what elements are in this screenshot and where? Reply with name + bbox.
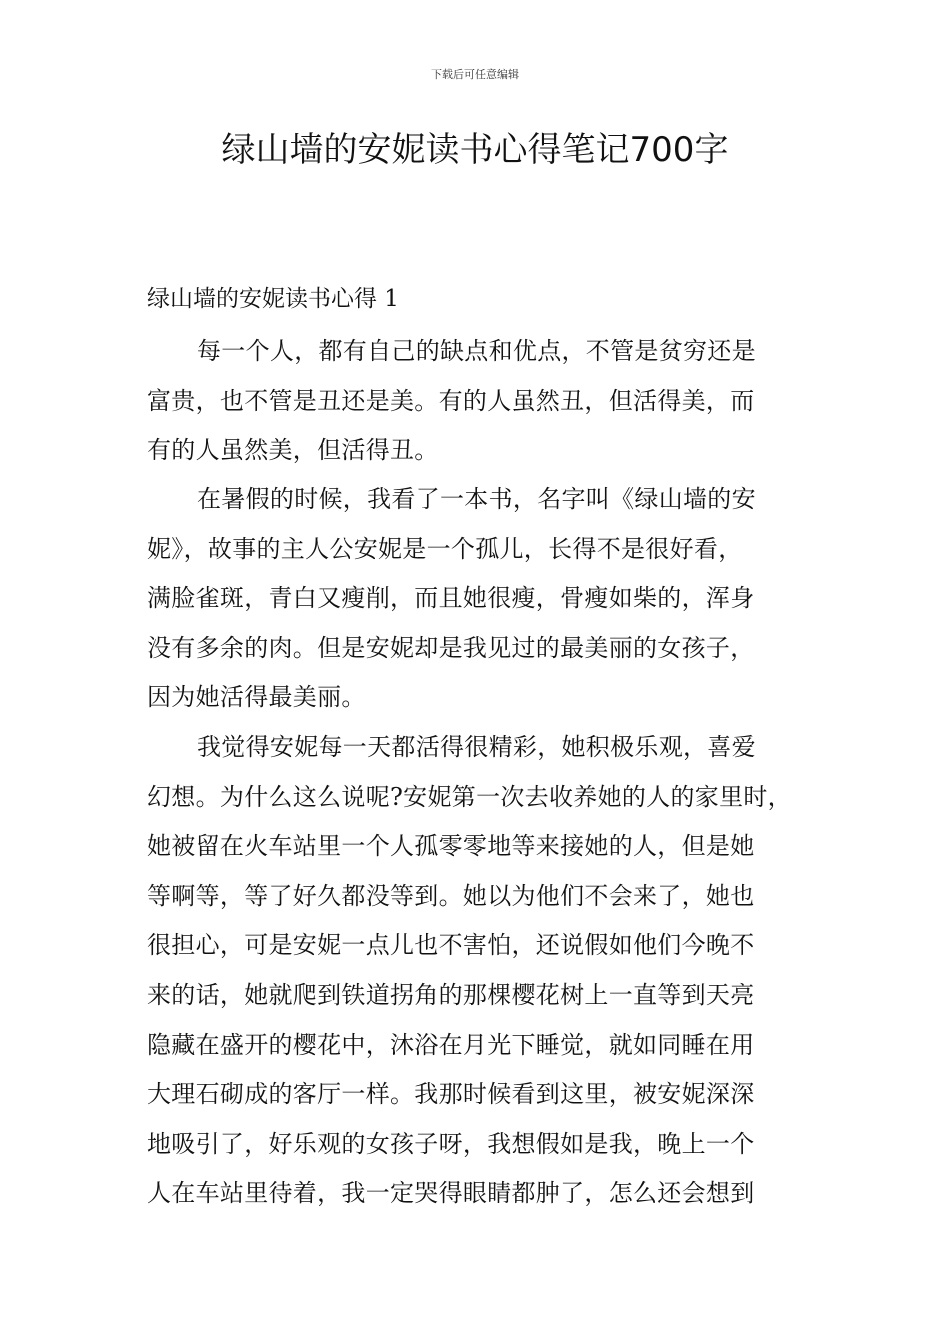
paragraph-line: 妮》，故事的主人公安妮是一个孤儿，长得不是很好看，: [147, 534, 743, 563]
paragraph-line: 没有多余的肉。但是安妮却是我见过的最美丽的女孩子，: [147, 633, 755, 662]
paragraph-line: 我觉得安妮每一天都活得很精彩，她积极乐观，喜爱: [197, 733, 756, 761]
paragraph-line: 人在车站里待着，我一定哭得眼睛都肿了，怎么还会想到: [147, 1179, 755, 1208]
paragraph-line: 幻想。为什么这么说呢?安妮第一次去收养她的人的家里时，: [147, 782, 792, 811]
paragraph-line: 等啊等，等了好久都没等到。她以为他们不会来了，她也: [147, 881, 755, 910]
paragraph-line: 隐藏在盛开的樱花中，沐浴在月光下睡觉，就如同睡在用: [147, 1030, 755, 1059]
paragraph-1: [147, 327, 811, 476]
header-note: 下载后可任意编辑: [431, 68, 519, 81]
paragraph-line: 满脸雀斑，青白又瘦削，而且她很瘦，骨瘦如柴的，浑身: [147, 584, 755, 613]
paragraph-line: 每一个人，都有自己的缺点和优点，不管是贫穷还是: [197, 337, 756, 365]
paragraph-2: [147, 475, 811, 723]
paragraph-line: 在暑假的时候，我看了一本书，名字叫《绿山墙的安: [197, 485, 756, 513]
paragraph-line: 她被留在火车站里一个人孤零零地等来接她的人，但是她: [147, 832, 755, 861]
paragraph-line: 来的话，她就爬到铁道拐角的那棵樱花树上一直等到天亮: [147, 980, 755, 1009]
section-heading: 绿山墙的安妮读书心得 1: [147, 286, 399, 312]
paragraph-line: 富贵，也不管是丑还是美。有的人虽然丑，但活得美，而: [147, 386, 755, 415]
paragraph-line: 因为她活得最美丽。: [147, 683, 366, 712]
paragraph-line: 很担心，可是安妮一点儿也不害怕，还说假如他们今晚不: [147, 931, 755, 960]
paragraph-3: [147, 723, 811, 1219]
document-title: 绿山墙的安妮读书心得笔记700字: [221, 130, 729, 170]
paragraph-line: 地吸引了，好乐观的女孩子呀，我想假如是我，晚上一个: [147, 1129, 755, 1158]
paragraph-line: 大理石砌成的客厅一样。我那时候看到这里，被安妮深深: [147, 1080, 755, 1109]
paragraph-line: 有的人虽然美，但活得丑。: [147, 436, 439, 465]
